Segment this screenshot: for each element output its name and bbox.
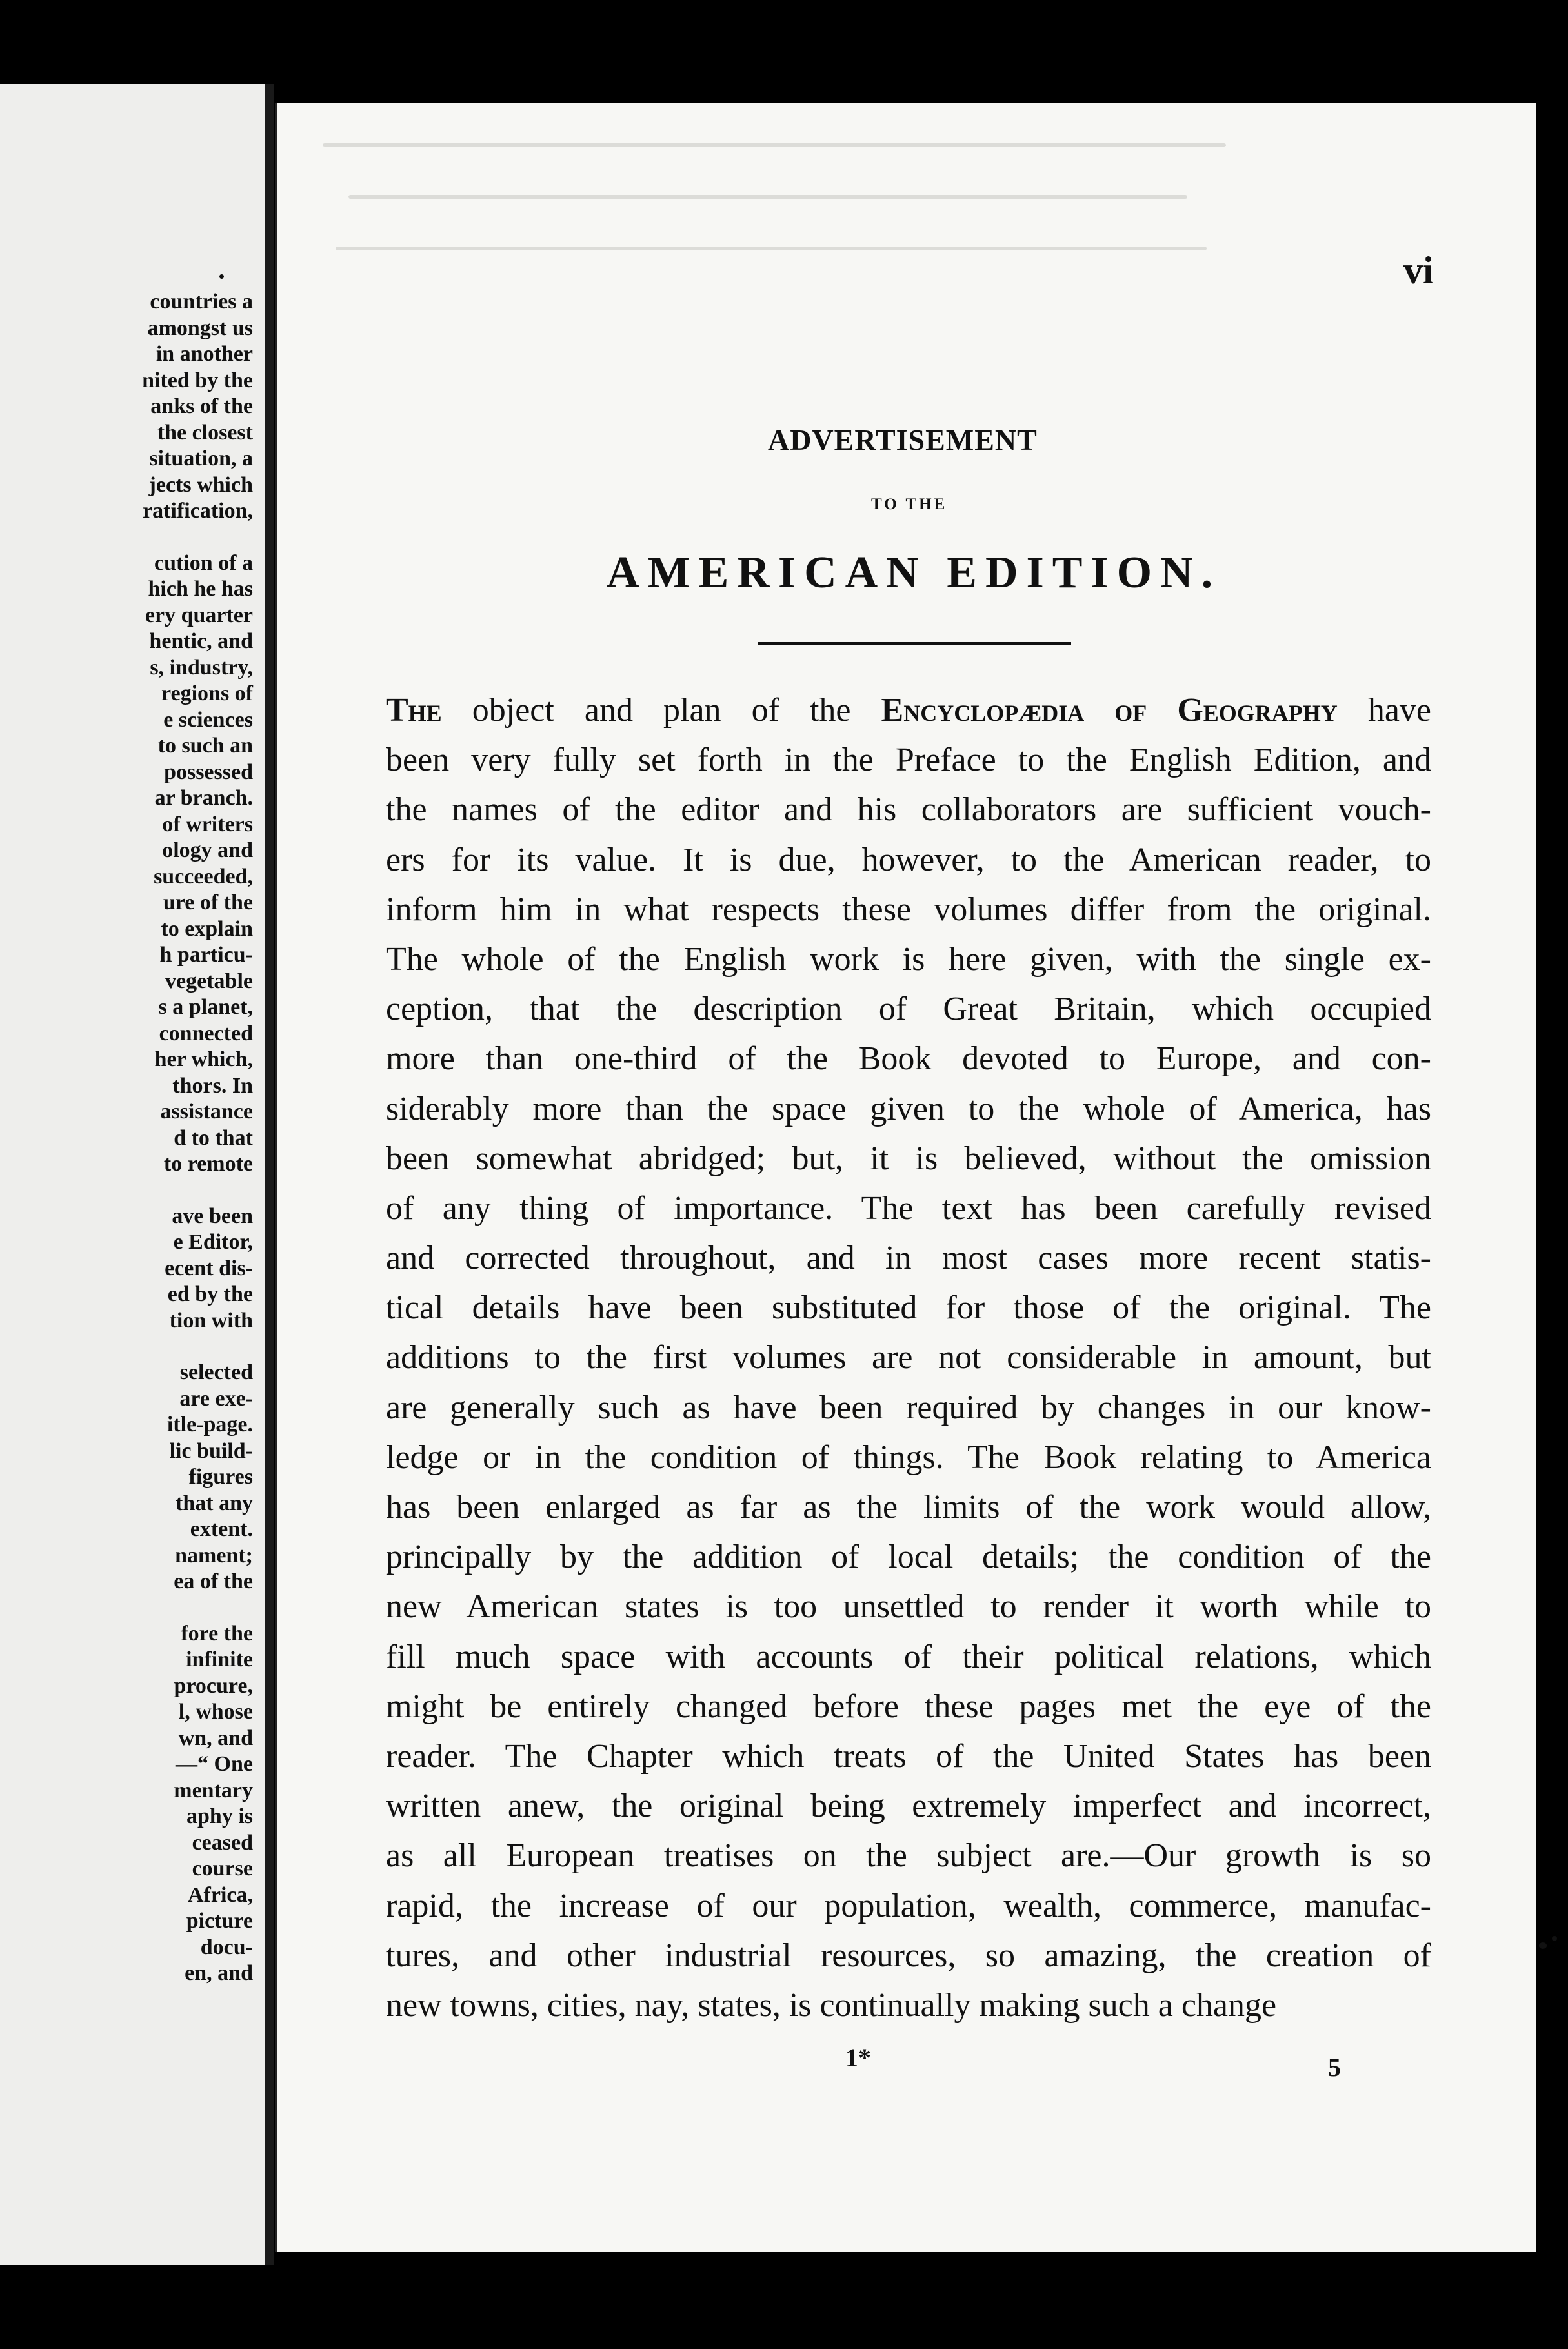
left-page-line: procure, [174, 1673, 253, 1698]
heading-american-edition: AMERICAN EDITION. [607, 548, 1221, 598]
body-line: inform him in what respects these volumes differ from the original. [386, 891, 1431, 928]
left-page-line: of writers [162, 812, 253, 836]
lead-rest: object and plan of the [441, 692, 881, 729]
body-line: more than one-third of the Book devoted to Europe, and con- [386, 1040, 1431, 1078]
left-page-line: ave been [172, 1204, 253, 1228]
page-marker: vi [1403, 249, 1434, 292]
body-line: been somewhat abridged; but, it is believed, without the omission [386, 1140, 1431, 1177]
body-line: new towns, cities, nay, states, is continually making such a change [386, 1986, 1277, 2024]
left-page-gap [142, 1595, 253, 1621]
left-page-line: ery quarter [145, 603, 253, 627]
left-page-line: amongst us [147, 316, 253, 340]
body-line: siderably more than the space given to the whole of America, has [386, 1090, 1431, 1127]
left-page-line: are exe- [179, 1386, 253, 1411]
left-page-line: h particu- [159, 943, 253, 967]
left-page [0, 84, 274, 2265]
left-page-line: countries a [150, 290, 253, 314]
left-page-line: mentary [174, 1778, 253, 1802]
left-page-line: course [192, 1857, 253, 1880]
body-line: of any thing of importance. The text has been carefully revised [386, 1189, 1431, 1227]
left-page-text-column [142, 289, 253, 1987]
left-page-line: jects which [148, 472, 253, 497]
left-page-line: to such an [157, 734, 253, 758]
left-page-line: that any [176, 1491, 253, 1515]
subheading-to-the: TO THE [871, 496, 948, 513]
left-page-line: cution of a [154, 550, 253, 575]
left-page-line: wn, and [178, 1726, 253, 1750]
left-page-line: d to that [174, 1125, 253, 1150]
body-line: tures, and other industrial resources, so amazing, the creation of [386, 1937, 1431, 1974]
left-page-gap [142, 525, 253, 550]
left-page-line: situation, a [149, 447, 253, 470]
left-page-line: possessed [164, 760, 253, 784]
left-page-line: selected [179, 1360, 253, 1384]
body-line: The whole of the English work is here given, with the single ex- [386, 940, 1431, 978]
left-page-line: e sciences [163, 707, 253, 732]
left-page-line: docu- [200, 1935, 253, 1959]
left-page-line: hentic, and [149, 629, 253, 653]
left-page-line: ar branch. [154, 786, 253, 810]
body-line: as all European treatises on the subject are.—Our growth is so [386, 1837, 1431, 1875]
left-page-line: aphy is [186, 1804, 253, 1828]
body-line: additions to the first volumes are not considerable in amount, but [386, 1339, 1431, 1376]
left-page-gap [142, 1334, 253, 1360]
body-line: been very fully set forth in the Preface to the English Edition, and [386, 741, 1431, 779]
bleed-through-line [323, 143, 1226, 147]
left-page-line: figures [188, 1465, 253, 1489]
scan-speck [1539, 1942, 1547, 1949]
left-page-line: picture [186, 1909, 253, 1933]
body-line: ledge or in the condition of things. The Book relating to America [386, 1438, 1431, 1476]
left-page-line: ceased [192, 1830, 253, 1855]
bleed-through-running-head [323, 143, 1291, 182]
body-line: ers for its value. It is due, however, to the American reader, to [386, 841, 1431, 878]
left-page-line: ecent dis- [165, 1256, 253, 1280]
left-page-line: s a planet, [158, 995, 253, 1019]
body-line: written anew, the original being extremely imperfect and incorrect, [386, 1788, 1431, 1825]
left-page-line: succeeded, [154, 864, 253, 889]
left-page-line: itle-page. [166, 1413, 253, 1437]
left-page-line: anks of the [150, 394, 253, 418]
left-page-line: l, whose [178, 1700, 253, 1724]
left-page-line: regions of [161, 681, 253, 705]
left-page-line: ology and [162, 838, 253, 862]
left-page-line: assistance [160, 1100, 253, 1124]
body-line: tical details have been substituted for those of the original. The [386, 1289, 1431, 1327]
left-page-line: connected [159, 1021, 253, 1045]
body-line: reader. The Chapter which treats of the United States has been [386, 1737, 1431, 1775]
body-line: new American states is too unsettled to render it worth while to [386, 1588, 1431, 1626]
left-page-line: extent. [190, 1517, 253, 1541]
left-page-line: nament; [175, 1543, 253, 1568]
left-page-line: ure of the [163, 891, 253, 914]
left-page-line: tion with [169, 1308, 253, 1333]
body-line: fill much space with accounts of their political relations, which [386, 1638, 1431, 1675]
left-page-line: ea of the [174, 1569, 253, 1593]
left-page-line: —“ One [176, 1752, 253, 1776]
body-line: are generally such as have been required by changes in our know- [386, 1389, 1431, 1426]
body-line: ception, that the description of Great Britain, which occupied [386, 991, 1431, 1028]
heading-advertisement: ADVERTISEMENT [768, 423, 1038, 456]
left-page-line: infinite [186, 1648, 253, 1671]
left-page-line: hich he has [148, 577, 253, 601]
left-page-line: the closest [157, 420, 253, 445]
body-line: might be entirely changed before these pages met the eye of the [386, 1688, 1431, 1725]
scan-speck [1552, 1936, 1557, 1941]
signature-mark: 1* [845, 2043, 871, 2072]
left-page-gap [142, 1178, 253, 1204]
work-title: Encyclopædia of Geography [881, 692, 1338, 729]
left-page-line: nited by the [142, 368, 253, 392]
left-page-line: to remote [163, 1152, 253, 1176]
left-page-line: ed by the [167, 1282, 253, 1306]
left-page-line: Africa, [187, 1882, 253, 1907]
left-page-line: in another [156, 342, 253, 366]
left-page-line: lic build- [169, 1438, 253, 1463]
left-page-line: en, and [185, 1961, 253, 1985]
body-line: principally by the addition of local details; the condition of the [386, 1538, 1431, 1576]
body-text [386, 685, 1431, 2030]
body-line: and corrected throughout, and in most cases more recent statis- [386, 1240, 1431, 1277]
left-page-line: her which, [154, 1047, 253, 1071]
scan-speck [219, 274, 224, 279]
bleed-through-line [348, 195, 1187, 199]
body-line: rapid, the increase of our population, wealth, commerce, manufac- [386, 1887, 1431, 1924]
heading-rule [758, 642, 1071, 645]
left-page-line: ratification, [143, 499, 253, 523]
lead-end: have [1337, 692, 1431, 729]
body-line: has been enlarged as far as the limits of the work would allow, [386, 1489, 1431, 1526]
left-page-line: to explain [161, 916, 253, 941]
body-line: the names of the editor and his collaborators are sufficient vouch- [386, 791, 1431, 829]
body-first-line [386, 685, 1431, 735]
lead-word: The [386, 692, 442, 729]
left-page-line: thors. In [172, 1073, 253, 1098]
left-page-line: fore the [181, 1621, 253, 1646]
left-page-line: s, industry, [150, 655, 253, 680]
left-page-line: vegetable [165, 969, 253, 993]
bleed-through-line [336, 247, 1207, 250]
page-number: 5 [1328, 2053, 1341, 2082]
left-page-line: e Editor, [173, 1230, 253, 1254]
